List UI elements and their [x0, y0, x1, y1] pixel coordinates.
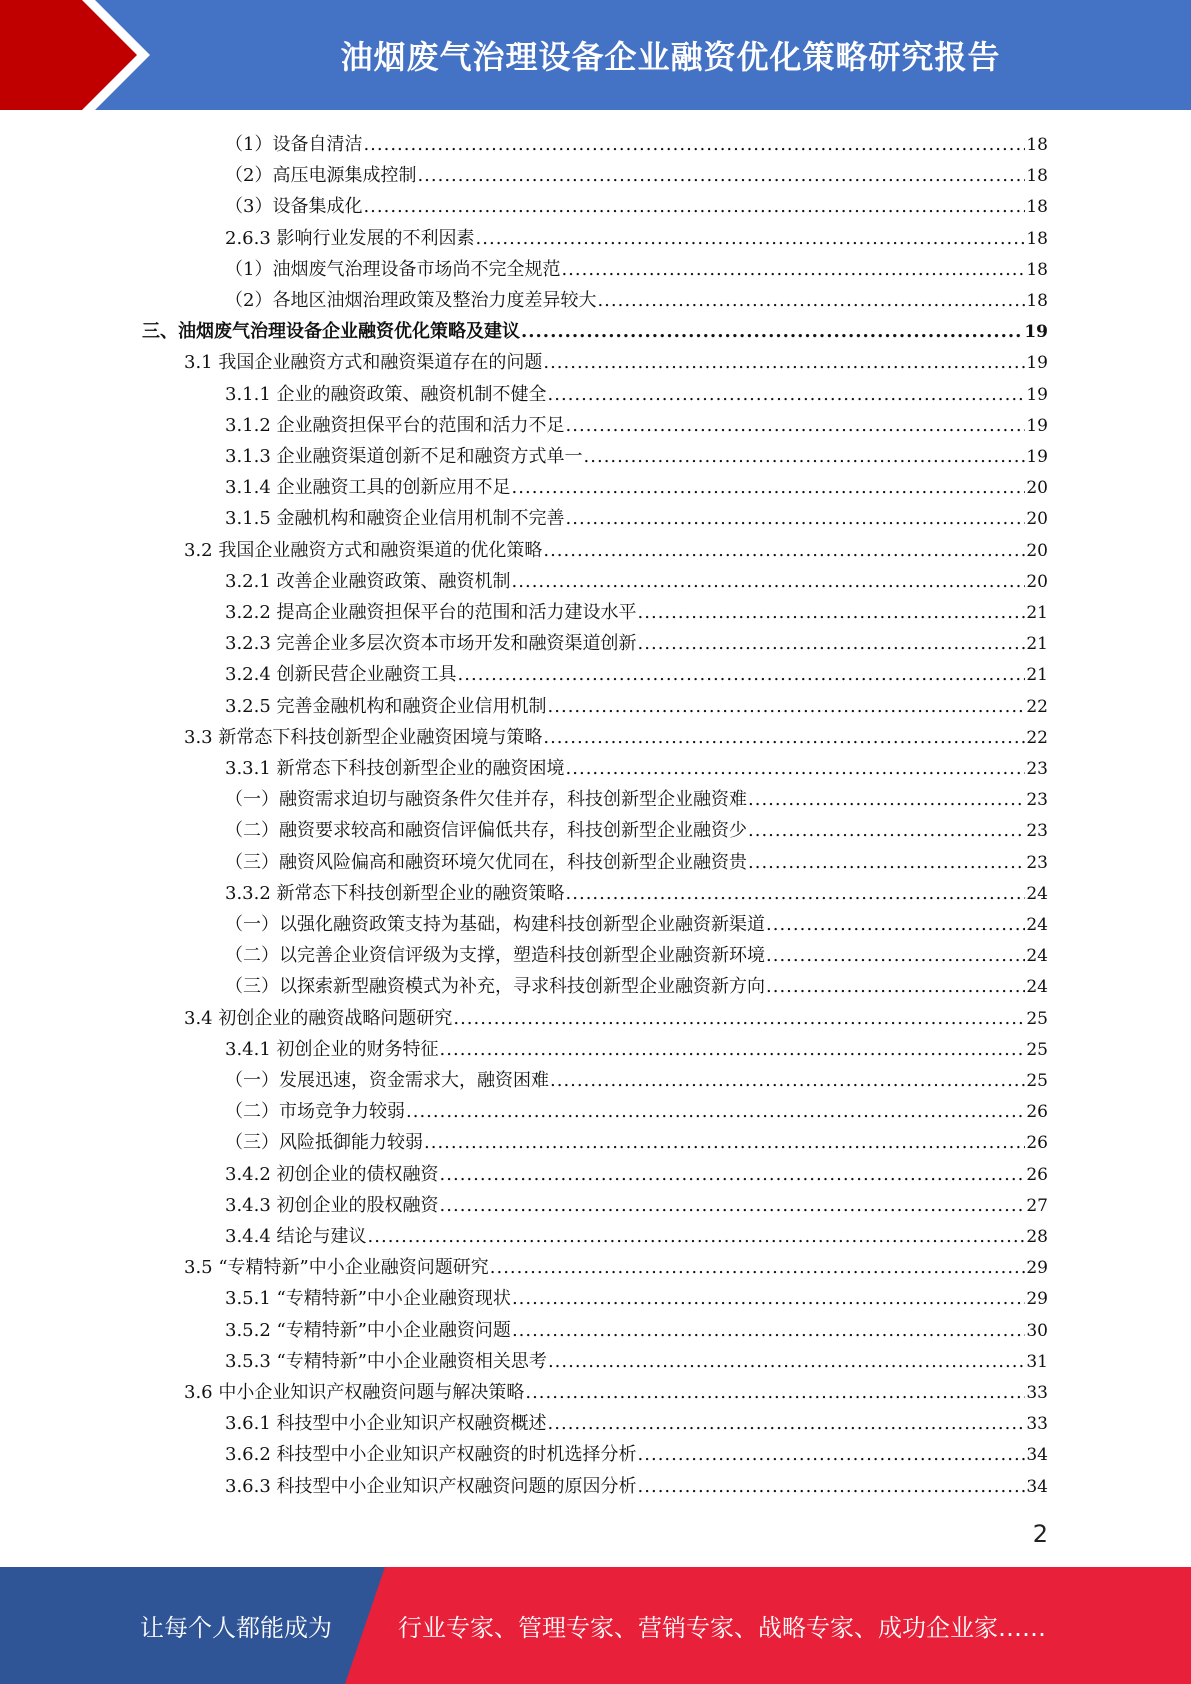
toc-entry[interactable] — [225, 282, 1048, 313]
toc-dot-leader — [363, 133, 1025, 157]
toc-entry[interactable] — [225, 688, 1048, 719]
toc-entry-label: 3.4 初创企业的融资战略问题研究 — [184, 1007, 453, 1029]
toc-entry[interactable] — [225, 376, 1048, 407]
toc-dot-leader — [521, 320, 1023, 344]
toc-entry-page: 34 — [1026, 1445, 1048, 1466]
toc-entry-page: 26 — [1026, 1164, 1048, 1185]
toc-entry[interactable] — [225, 1124, 1048, 1155]
toc-entry[interactable] — [225, 844, 1048, 875]
toc-dot-leader — [543, 539, 1025, 563]
toc-entry-label: 3.4.2 初创企业的债权融资 — [225, 1163, 439, 1185]
toc-entry[interactable] — [225, 1093, 1048, 1124]
toc-dot-leader — [512, 570, 1026, 594]
toc-entry-label: 3.3.2 新常态下科技创新型企业的融资策略 — [225, 882, 565, 904]
toc-dot-leader — [548, 695, 1026, 719]
toc-dot-leader — [525, 1381, 1025, 1405]
toc-entry[interactable] — [225, 438, 1048, 469]
toc-entry-page: 26 — [1026, 1102, 1048, 1123]
toc-entry-page: 30 — [1026, 1320, 1048, 1341]
toc-entry[interactable] — [184, 1000, 1048, 1031]
toc-entry[interactable] — [225, 251, 1048, 282]
toc-dot-leader — [476, 227, 1026, 251]
toc-entry[interactable] — [225, 875, 1048, 906]
toc-entry[interactable] — [225, 1468, 1048, 1499]
toc-entry-page: 28 — [1026, 1227, 1048, 1247]
toc-dot-leader — [766, 913, 1025, 937]
toc-entry-page: 19 — [1026, 353, 1048, 374]
toc-entry-label: 3.6.2 科技型中小企业知识产权融资的时机选择分析 — [225, 1444, 637, 1466]
toc-entry-label: 3.4.4 结论与建议 — [225, 1226, 367, 1247]
toc-entry-label: （一）以强化融资政策支持为基础，构建科技创新型企业融资新渠道 — [225, 914, 765, 935]
toc-entry-page: 19 — [1024, 322, 1048, 343]
toc-entry-page: 18 — [1026, 135, 1048, 155]
toc-entry[interactable] — [225, 1312, 1048, 1343]
toc-entry-label: 3.6.3 科技型中小企业知识产权融资问题的原因分析 — [225, 1475, 637, 1497]
toc-entry[interactable] — [225, 1280, 1048, 1311]
toc-entry-page: 24 — [1026, 946, 1048, 967]
toc-dot-leader — [512, 1287, 1025, 1311]
toc-entry-page: 31 — [1026, 1351, 1048, 1372]
toc-entry-page: 29 — [1026, 1258, 1048, 1279]
toc-entry-page: 27 — [1026, 1195, 1048, 1216]
toc-entry-label: （一）融资需求迫切与融资条件欠佳并存，科技创新型企业融资难 — [225, 789, 747, 811]
toc-entry[interactable] — [225, 812, 1048, 843]
toc-entry-page: 19 — [1026, 447, 1048, 467]
toc-entry-label: 3.5 “专精特新”中小企业融资问题研究 — [184, 1257, 489, 1279]
toc-entry-label: （二）以完善企业资信评级为支撑，塑造科技创新型企业融资新环境 — [225, 945, 765, 967]
toc-entry-page: 21 — [1026, 634, 1048, 655]
toc-entry-label: 3.5.1 “专精特新”中小企业融资现状 — [225, 1288, 511, 1310]
toc-entry-label: （二）市场竞争力较弱 — [225, 1101, 405, 1123]
toc-entry-label: 3.6 中小企业知识产权融资问题与解决策略 — [184, 1382, 525, 1403]
toc-dot-leader — [424, 1131, 1025, 1155]
toc-dot-leader — [597, 289, 1025, 313]
toc-dot-leader — [638, 1443, 1026, 1467]
toc-dot-leader — [512, 1319, 1025, 1343]
toc-entry-label: 3.1.1 企业的融资政策、融资机制不健全 — [225, 383, 547, 405]
toc-entry[interactable] — [225, 781, 1048, 812]
page-number: 2 — [1032, 1520, 1048, 1548]
toc-dot-leader — [766, 944, 1025, 968]
toc-entry-page: 22 — [1026, 727, 1048, 748]
toc-entry-label: 三、油烟废气治理设备企业融资优化策略及建议 — [142, 321, 520, 343]
toc-entry[interactable] — [225, 1187, 1048, 1218]
toc-dot-leader — [548, 1412, 1026, 1436]
toc-entry-page: 18 — [1026, 197, 1048, 218]
toc-entry[interactable] — [225, 594, 1048, 625]
toc-entry-page: 18 — [1026, 291, 1048, 311]
toc-entry-label: （1）油烟废气治理设备市场尚不完全规范 — [225, 258, 561, 280]
toc-entry[interactable] — [225, 157, 1048, 188]
toc-entry-label: （三）融资风险偏高和融资环境欠优同在，科技创新型企业融资贵 — [225, 851, 747, 873]
toc-entry-label: （2）各地区油烟治理政策及整治力度差异较大 — [225, 290, 597, 311]
toc-entry-page: 19 — [1026, 384, 1048, 405]
toc-dot-leader — [638, 1475, 1026, 1499]
toc-entry[interactable] — [184, 532, 1048, 563]
toc-dot-leader — [766, 975, 1025, 999]
toc-entry-page: 22 — [1026, 696, 1048, 717]
toc-entry-page: 23 — [1026, 821, 1048, 842]
header-banner — [0, 0, 1191, 110]
toc-dot-leader — [748, 851, 1025, 875]
toc-entry-page: 24 — [1026, 883, 1048, 904]
toc-dot-leader — [543, 351, 1025, 375]
toc-dot-leader — [490, 1256, 1026, 1280]
toc-dot-leader — [638, 632, 1026, 656]
toc-entry[interactable] — [225, 469, 1048, 500]
toc-dot-leader — [512, 476, 1026, 500]
toc-dot-leader — [548, 383, 1026, 407]
footer-slogan-left: 让每个人都能成为 — [140, 1614, 332, 1642]
toc-entry-page: 33 — [1026, 1414, 1048, 1435]
toc-entry-page: 25 — [1026, 1008, 1048, 1029]
toc-dot-leader — [363, 195, 1025, 219]
toc-dot-leader — [406, 1100, 1025, 1124]
toc-entry-page: 24 — [1026, 915, 1048, 935]
toc-entry[interactable] — [225, 968, 1048, 999]
toc-dot-leader — [748, 819, 1025, 843]
toc-entry-page: 23 — [1026, 852, 1048, 873]
toc-entry-label: （三）以探索新型融资模式为补充，寻求科技创新型企业融资新方向 — [225, 976, 765, 998]
toc-dot-leader — [440, 1163, 1026, 1187]
toc-entry-label: （3）设备集成化 — [225, 196, 363, 218]
toc-entry-page: 25 — [1026, 1039, 1048, 1060]
toc-entry-page: 24 — [1026, 977, 1048, 998]
toc-entry-label: （一）发展迅速，资金需求大，融资困难 — [225, 1070, 549, 1091]
arrow-chevron-icon — [0, 0, 160, 110]
toc-entry-label: 3.1.2 企业融资担保平台的范围和活力不足 — [225, 414, 565, 436]
toc-entry-label: 3.5.3 “专精特新”中小企业融资相关思考 — [225, 1350, 547, 1372]
toc-entry-page: 19 — [1026, 415, 1048, 436]
toc-entry-label: 3.3.1 新常态下科技创新型企业的融资困境 — [225, 758, 565, 779]
toc-entry-label: 3.2.5 完善金融机构和融资企业信用机制 — [225, 695, 547, 717]
toc-entry-page: 21 — [1026, 603, 1048, 623]
toc-entry[interactable] — [225, 1156, 1048, 1187]
toc-entry[interactable] — [184, 344, 1048, 375]
toc-dot-leader — [440, 1038, 1026, 1062]
toc-entry[interactable] — [225, 1343, 1048, 1374]
toc-dot-leader — [566, 757, 1026, 781]
toc-entry-page: 20 — [1026, 509, 1048, 530]
toc-entry[interactable] — [225, 750, 1048, 781]
toc-dot-leader — [566, 414, 1026, 438]
toc-entry[interactable] — [225, 656, 1048, 687]
toc-entry-label: 3.2 我国企业融资方式和融资渠道的优化策略 — [184, 539, 543, 561]
toc-entry-label: 3.1.4 企业融资工具的创新应用不足 — [225, 477, 511, 499]
toc-entry[interactable] — [225, 1062, 1048, 1093]
footer-slogan-right: 行业专家、管理专家、营销专家、战略专家、成功企业家…… — [398, 1614, 1046, 1642]
toc-entry-label: 3.4.1 初创企业的财务特征 — [225, 1038, 439, 1060]
toc-entry[interactable] — [225, 1405, 1048, 1436]
toc-dot-leader — [458, 663, 1026, 687]
toc-dot-leader — [440, 1194, 1026, 1218]
toc-entry-label: 3.6.1 科技型中小企业知识产权融资概述 — [225, 1413, 547, 1435]
toc-entry[interactable] — [184, 1249, 1048, 1280]
toc-entry-label: 3.2.4 创新民营企业融资工具 — [225, 664, 457, 686]
toc-entry-page: 25 — [1026, 1071, 1048, 1091]
toc-entry[interactable] — [225, 563, 1048, 594]
toc-entry-page: 18 — [1026, 166, 1048, 187]
toc-entry-label: 3.2.2 提高企业融资担保平台的范围和活力建设水平 — [225, 602, 637, 623]
toc-entry-label: 3.1.5 金融机构和融资企业信用机制不完善 — [225, 508, 565, 530]
toc-entry-label: （二）融资要求较高和融资信评偏低共存，科技创新型企业融资少 — [225, 820, 747, 842]
footer-banner — [0, 1567, 1191, 1684]
toc-entry-label: （三）风险抵御能力较弱 — [225, 1132, 423, 1154]
toc-entry[interactable] — [184, 1374, 1048, 1405]
toc-entry-page: 21 — [1026, 665, 1048, 686]
toc-entry[interactable] — [225, 500, 1048, 531]
toc-dot-leader — [550, 1069, 1025, 1093]
toc-entry-label: 3.2.3 完善企业多层次资本市场开发和融资渠道创新 — [225, 633, 637, 655]
toc-dot-leader — [453, 1007, 1025, 1031]
toc-entry-page: 20 — [1026, 478, 1048, 499]
toc-entry-page: 23 — [1026, 759, 1048, 779]
toc-entry-label: 3.1 我国企业融资方式和融资渠道存在的问题 — [184, 352, 543, 374]
toc-entry-label: 3.2.1 改善企业融资政策、融资机制 — [225, 570, 511, 592]
toc-entry-label: 3.3 新常态下科技创新型企业融资困境与策略 — [184, 726, 543, 748]
toc-entry[interactable] — [225, 906, 1048, 937]
toc-entry-label: 3.5.2 “专精特新”中小企业融资问题 — [225, 1319, 511, 1341]
toc-entry-page: 33 — [1026, 1383, 1048, 1403]
toc-entry[interactable] — [225, 1218, 1048, 1249]
toc-entry-page: 26 — [1026, 1133, 1048, 1154]
toc-dot-leader — [566, 882, 1026, 906]
toc-entry-page: 29 — [1026, 1289, 1048, 1310]
toc-entry-page: 20 — [1026, 540, 1048, 561]
toc-entry-page: 18 — [1026, 228, 1048, 249]
toc-entry-label: 3.1.3 企业融资渠道创新不足和融资方式单一 — [225, 446, 583, 467]
toc-entry[interactable] — [225, 220, 1048, 251]
toc-dot-leader — [561, 258, 1025, 282]
toc-entry[interactable] — [225, 188, 1048, 219]
report-title: 油烟废气治理设备企业融资优化策略研究报告 — [340, 38, 1001, 76]
toc-dot-leader — [548, 1350, 1025, 1374]
toc-entry-label: 3.4.3 初创企业的股权融资 — [225, 1194, 439, 1216]
toc-entry-page: 23 — [1026, 790, 1048, 811]
toc-entry-page: 18 — [1026, 259, 1048, 280]
toc-entry[interactable] — [225, 1031, 1048, 1062]
toc-entry-label: 2.6.3 影响行业发展的不利因素 — [225, 227, 475, 249]
toc-entry[interactable] — [225, 407, 1048, 438]
toc-entry[interactable] — [225, 625, 1048, 656]
toc-entry-label: （2）高压电源集成控制 — [225, 165, 417, 187]
toc-entry[interactable] — [225, 126, 1048, 157]
toc-dot-leader — [368, 1225, 1026, 1249]
toc-dot-leader — [638, 601, 1026, 625]
toc-entry-page: 20 — [1026, 571, 1048, 592]
toc-entry[interactable] — [184, 719, 1048, 750]
toc-dot-leader — [748, 788, 1025, 812]
toc-dot-leader — [584, 445, 1026, 469]
toc-entry[interactable] — [225, 1436, 1048, 1467]
toc-entry[interactable] — [142, 313, 1048, 344]
toc-dot-leader — [566, 507, 1026, 531]
toc-entry[interactable] — [225, 937, 1048, 968]
toc-entry-label: （1）设备自清洁 — [225, 134, 363, 155]
toc-dot-leader — [417, 164, 1025, 188]
toc-entry-page: 34 — [1026, 1476, 1048, 1497]
toc-dot-leader — [543, 726, 1025, 750]
